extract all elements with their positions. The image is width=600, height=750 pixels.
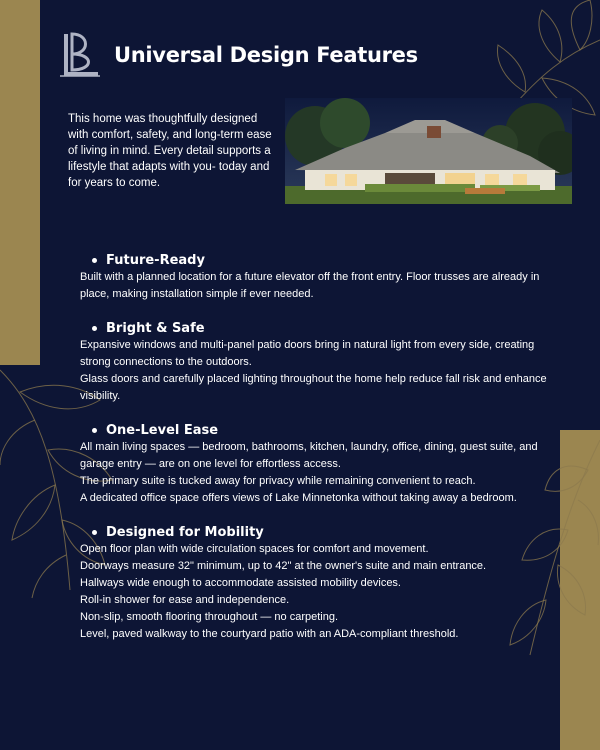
feature-text: Hallways wide enough to accommodate assisted mobility devices. xyxy=(80,577,401,589)
feature-heading xyxy=(92,421,550,439)
feature-text: A dedicated office space offers views of Lake Minnetonka without taking away a bedroom. xyxy=(80,492,517,504)
gold-accent-bar-left xyxy=(0,0,40,365)
bullet-dot-icon xyxy=(92,428,97,433)
feature-heading-label: Future-Ready xyxy=(106,252,205,268)
bullet-dot-icon xyxy=(92,258,97,263)
page-title: Universal Design Features xyxy=(114,43,418,67)
intro-paragraph: This home was thoughtfully designed with comfort, safety, and long-term ease of living in mind. Every detail supports a lifestyle that adapts with you- today and for years to come. xyxy=(68,113,272,189)
feature-text: Open floor plan with wide circulation spaces for comfort and movement. xyxy=(80,543,429,555)
feature-heading xyxy=(92,319,550,337)
feature-item xyxy=(80,251,550,303)
feature-text: All main living spaces — bedroom, bathrooms, kitchen, laundry, office, dining, guest suite, and garage entry — are on one level for effortless access. xyxy=(80,441,538,470)
feature-text: The primary suite is tucked away for privacy while remaining convenient to reach. xyxy=(80,475,476,487)
bl-monogram-logo-icon xyxy=(58,30,104,80)
feature-text: Doorways measure 32" minimum, up to 42" at the owner's suite and main entrance. xyxy=(80,560,487,572)
feature-text: Non-slip, smooth flooring throughout — no carpeting. xyxy=(80,611,339,623)
feature-text: Built with a planned location for a future elevator off the front entry. Floor trusses are already in place, making installation simple if ever needed. xyxy=(80,271,540,300)
feature-item xyxy=(80,319,550,405)
feature-heading xyxy=(92,523,550,541)
features-list xyxy=(80,251,550,659)
feature-item xyxy=(80,421,550,507)
feature-item xyxy=(80,523,550,643)
feature-text: Glass doors and carefully placed lighting throughout the home help reduce fall risk and enhance visibility. xyxy=(80,373,547,402)
feature-text: Roll-in shower for ease and independence. xyxy=(80,594,290,606)
feature-text: Level, paved walkway to the courtyard patio with an ADA-compliant threshold. xyxy=(80,628,459,640)
feature-heading-label: Designed for Mobility xyxy=(106,524,264,540)
bullet-dot-icon xyxy=(92,530,97,535)
feature-heading xyxy=(92,251,550,269)
feature-heading-label: Bright & Safe xyxy=(106,320,205,336)
house-rendering-image xyxy=(285,98,572,204)
gold-accent-bar-right xyxy=(560,430,600,750)
feature-text: Expansive windows and multi-panel patio doors bring in natural light from every side, creating strong connections to the outdoors. xyxy=(80,339,535,368)
bullet-dot-icon xyxy=(92,326,97,331)
feature-heading-label: One-Level Ease xyxy=(106,422,219,438)
page-header xyxy=(58,30,418,80)
